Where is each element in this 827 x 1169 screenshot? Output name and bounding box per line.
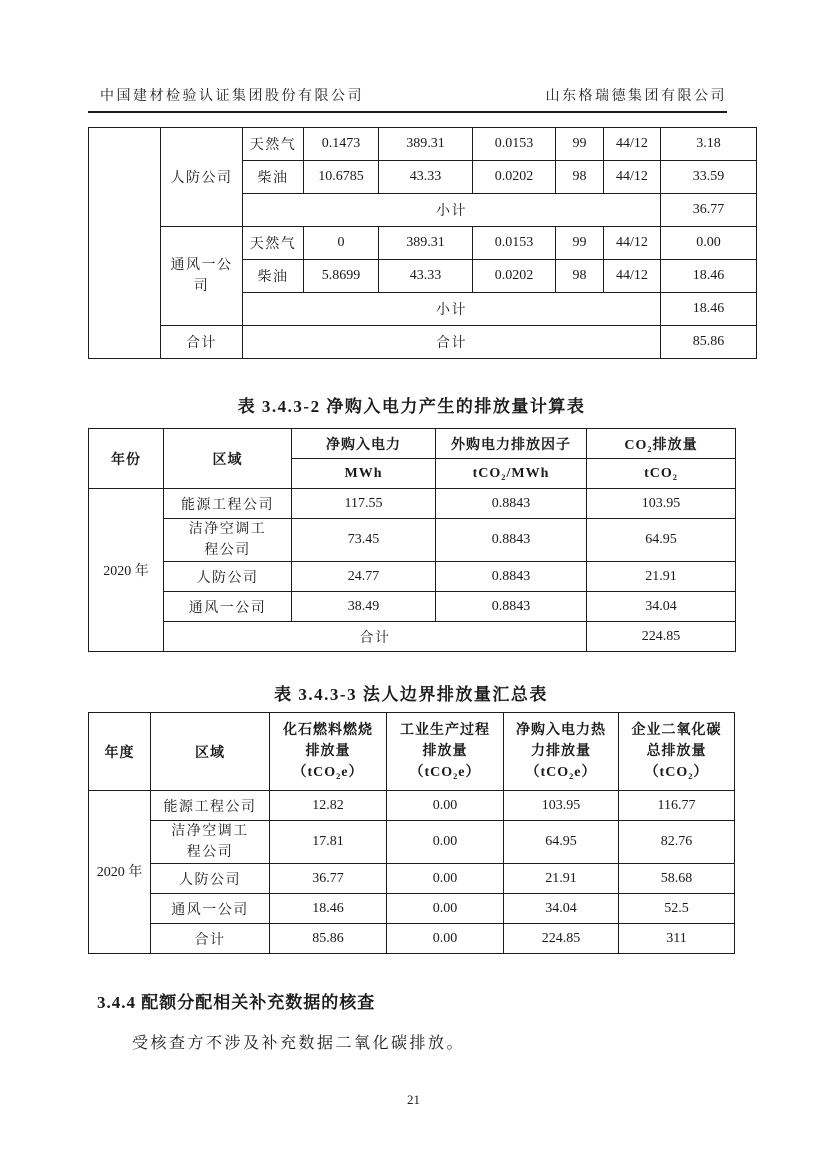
fuel-type-cell: 天然气 bbox=[243, 128, 304, 161]
data-row bbox=[89, 562, 736, 592]
factor-cell: 0.8843 bbox=[436, 519, 587, 562]
carbon-content-cell: 0.0202 bbox=[473, 161, 556, 194]
fossil-cell: 36.77 bbox=[270, 864, 387, 894]
header-row bbox=[89, 429, 736, 459]
section-heading-3-4-4: 3.4.4 配额分配相关补充数据的核查 bbox=[97, 993, 376, 1012]
factor-column-header: 外购电力排放因子 bbox=[436, 429, 587, 459]
fossil-cell: 85.86 bbox=[270, 924, 387, 954]
total-column-header: 企业二氧化碳 总排放量 （tCO₂） bbox=[619, 713, 735, 791]
oxidation-rate-cell: 99 bbox=[556, 227, 604, 260]
total-cell: 58.68 bbox=[619, 864, 735, 894]
region-cell: 人防公司 bbox=[151, 864, 270, 894]
data-row bbox=[89, 894, 735, 924]
subtotal-value-cell: 36.77 bbox=[661, 194, 757, 227]
electricity-column-header: 净购入电力 bbox=[292, 429, 436, 459]
region-column-header: 区域 bbox=[164, 429, 292, 489]
fossil-cell: 18.46 bbox=[270, 894, 387, 924]
electricity-cell: 64.95 bbox=[504, 821, 619, 864]
electricity-cell: 224.85 bbox=[504, 924, 619, 954]
electricity-cell: 103.95 bbox=[504, 791, 619, 821]
total-row bbox=[89, 924, 735, 954]
subtotal-value-cell: 18.46 bbox=[661, 293, 757, 326]
section-paragraph: 受核查方不涉及补充数据二氧化碳排放。 bbox=[132, 1035, 466, 1052]
conversion-cell: 44/12 bbox=[604, 260, 661, 293]
total-cell: 82.76 bbox=[619, 821, 735, 864]
summary-table-title: 表 3.4.3-3 法人边界排放量汇总表 bbox=[274, 685, 548, 704]
region-cell: 人防公司 bbox=[161, 128, 243, 227]
emission-cell: 34.04 bbox=[587, 592, 736, 622]
subtotal-label-cell: 小计 bbox=[243, 194, 661, 227]
fuel-type-cell: 柴油 bbox=[243, 260, 304, 293]
region-cell bbox=[161, 227, 243, 326]
fossil-column-header: 化石燃料燃烧 排放量 （tCO₂e） bbox=[270, 713, 387, 791]
consumption-cell: 0.1473 bbox=[304, 128, 379, 161]
heat-value-cell: 43.33 bbox=[379, 161, 473, 194]
industrial-cell: 0.00 bbox=[387, 864, 504, 894]
data-row bbox=[89, 519, 736, 562]
consumption-cell: 10.6785 bbox=[304, 161, 379, 194]
factor-unit-header: tCO₂/MWh bbox=[436, 459, 587, 489]
total-label-cell: 合计 bbox=[164, 622, 587, 652]
electricity-unit-header: MWh bbox=[292, 459, 436, 489]
data-row bbox=[89, 791, 735, 821]
total-row bbox=[89, 326, 757, 359]
header-left-company: 中国建材检验认证集团股份有限公司 bbox=[100, 89, 364, 104]
header-right-company: 山东格瑞德集团有限公司 bbox=[545, 89, 727, 104]
oxidation-rate-cell: 98 bbox=[556, 161, 604, 194]
emission-cell: 21.91 bbox=[587, 562, 736, 592]
factor-cell: 0.8843 bbox=[436, 489, 587, 519]
year-cell: 2020 年 bbox=[89, 489, 164, 652]
year-continued-cell bbox=[89, 128, 161, 359]
consumption-cell: 0 bbox=[304, 227, 379, 260]
emission-column-header: CO₂排放量 bbox=[587, 429, 736, 459]
region-cell: 能源工程公司 bbox=[164, 489, 292, 519]
fuel-type-cell: 天然气 bbox=[243, 227, 304, 260]
total-cell: 116.77 bbox=[619, 791, 735, 821]
industrial-cell: 0.00 bbox=[387, 821, 504, 864]
industrial-cell: 0.00 bbox=[387, 791, 504, 821]
total-row bbox=[89, 622, 736, 652]
industrial-cell: 0.00 bbox=[387, 894, 504, 924]
industrial-cell: 0.00 bbox=[387, 924, 504, 954]
fossil-cell: 12.82 bbox=[270, 791, 387, 821]
header-rule bbox=[88, 111, 727, 113]
region-cell: 通风一公司 bbox=[151, 894, 270, 924]
header-row bbox=[89, 713, 735, 791]
emission-cell: 18.46 bbox=[661, 260, 757, 293]
fuel-emission-table bbox=[88, 127, 757, 359]
carbon-content-cell: 0.0153 bbox=[473, 128, 556, 161]
heat-value-cell: 389.31 bbox=[379, 227, 473, 260]
emission-cell: 33.59 bbox=[661, 161, 757, 194]
carbon-content-cell: 0.0153 bbox=[473, 227, 556, 260]
region-label: 洁净空调工程公司 bbox=[188, 522, 267, 558]
total-value-cell: 85.86 bbox=[661, 326, 757, 359]
data-row bbox=[89, 864, 735, 894]
electricity-cell: 34.04 bbox=[504, 894, 619, 924]
industrial-column-header: 工业生产过程 排放量 （tCO₂e） bbox=[387, 713, 504, 791]
legal-boundary-summary-table bbox=[88, 712, 735, 954]
total-cell: 52.5 bbox=[619, 894, 735, 924]
fuel-row bbox=[89, 227, 757, 260]
year-cell bbox=[89, 791, 151, 954]
subtotal-label-cell: 小计 bbox=[243, 293, 661, 326]
carbon-content-cell: 0.0202 bbox=[473, 260, 556, 293]
consumption-cell: 5.8699 bbox=[304, 260, 379, 293]
total-value-cell: 224.85 bbox=[587, 622, 736, 652]
oxidation-rate-cell: 98 bbox=[556, 260, 604, 293]
emission-cell: 3.18 bbox=[661, 128, 757, 161]
mwh-cell: 24.77 bbox=[292, 562, 436, 592]
emission-cell: 0.00 bbox=[661, 227, 757, 260]
heat-value-cell: 389.31 bbox=[379, 128, 473, 161]
region-label: 通风一公司 bbox=[170, 258, 233, 294]
year-column-header: 年份 bbox=[89, 429, 164, 489]
emission-cell: 103.95 bbox=[587, 489, 736, 519]
conversion-cell: 44/12 bbox=[604, 161, 661, 194]
emission-cell: 64.95 bbox=[587, 519, 736, 562]
region-cell: 能源工程公司 bbox=[151, 791, 270, 821]
year-column-header: 年度 bbox=[89, 713, 151, 791]
data-row bbox=[89, 592, 736, 622]
conversion-cell: 44/12 bbox=[604, 128, 661, 161]
year-label: 2020 年 bbox=[96, 864, 143, 880]
heat-value-cell: 43.33 bbox=[379, 260, 473, 293]
fuel-type-cell: 柴油 bbox=[243, 161, 304, 194]
mwh-cell: 38.49 bbox=[292, 592, 436, 622]
electricity-emission-table bbox=[88, 428, 736, 652]
fossil-cell: 17.81 bbox=[270, 821, 387, 864]
mwh-cell: 73.45 bbox=[292, 519, 436, 562]
factor-cell: 0.8843 bbox=[436, 592, 587, 622]
region-cell bbox=[164, 519, 292, 562]
region-cell bbox=[151, 821, 270, 864]
region-cell: 合计 bbox=[151, 924, 270, 954]
running-header bbox=[100, 85, 727, 105]
total-cell: 311 bbox=[619, 924, 735, 954]
conversion-cell: 44/12 bbox=[604, 227, 661, 260]
region-cell: 通风一公司 bbox=[164, 592, 292, 622]
oxidation-rate-cell: 99 bbox=[556, 128, 604, 161]
fuel-row bbox=[89, 128, 757, 161]
total-label-cell: 合计 bbox=[243, 326, 661, 359]
electricity-table-title: 表 3.4.3-2 净购入电力产生的排放量计算表 bbox=[237, 397, 586, 416]
region-label: 洁净空调工程公司 bbox=[171, 824, 249, 860]
factor-cell: 0.8843 bbox=[436, 562, 587, 592]
region-column-header: 区域 bbox=[151, 713, 270, 791]
page-number: 21 bbox=[407, 1092, 420, 1107]
total-region-cell: 合计 bbox=[161, 326, 243, 359]
emission-unit-header: tCO₂ bbox=[587, 459, 736, 489]
electricity-column-header: 净购入电力热 力排放量 （tCO₂e） bbox=[504, 713, 619, 791]
data-row bbox=[89, 489, 736, 519]
region-cell: 人防公司 bbox=[164, 562, 292, 592]
electricity-cell: 21.91 bbox=[504, 864, 619, 894]
data-row bbox=[89, 821, 735, 864]
mwh-cell: 117.55 bbox=[292, 489, 436, 519]
